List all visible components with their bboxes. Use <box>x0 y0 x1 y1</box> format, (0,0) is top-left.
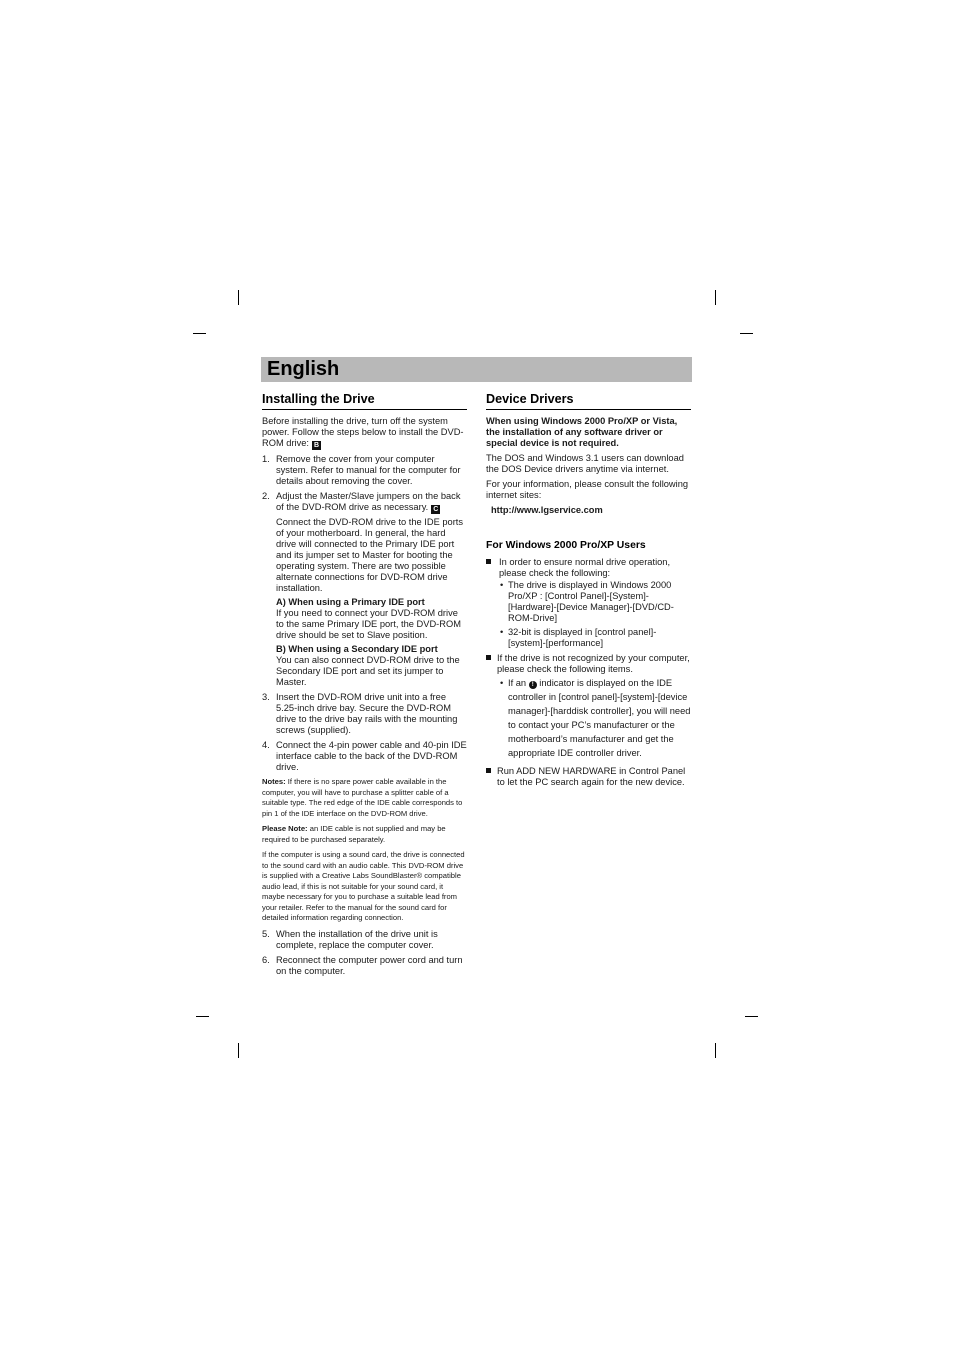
service-url-link[interactable]: http://www.lgservice.com <box>491 505 603 515</box>
figure-b-marker: B <box>313 442 320 449</box>
intro-paragraph: Before installing the drive, turn off the system power. Follow the steps below to install the DVD-ROM drive: B <box>262 416 464 449</box>
sound-card-note: If the computer is using a sound card, the drive is connected to the sound card with an audio cable. This DVD-ROM drive is supplied with a Creative Labs SoundBlaster® compatible audio lead, if this is not suitable for your sound card, it maybe necessary for you to purchase a suitable lead from your retailer. Refer to the manual for the sound card for detailed information regarding connection. <box>262 850 465 922</box>
step-1: 1. Remove the cover from your computer system. Refer to manual for the computer for details about removing the cover. <box>262 454 461 486</box>
exclamation-icon: ! <box>529 681 537 689</box>
crop-mark-top-right-horizontal <box>740 333 753 334</box>
crop-mark-top-right-vertical <box>715 290 716 305</box>
figure-c-marker: C <box>433 506 439 513</box>
sub-bullet-32bit: • 32-bit is displayed in [control panel]-[system]-[performance] <box>500 627 657 648</box>
square-bullet-icon <box>486 655 491 660</box>
step-6: 6. Reconnect the computer power cord and turn on the computer. <box>262 954 463 976</box>
sub-bullet-indicator: • If an ! indicator is displayed on the IDE controller in [control panel]-[system]-[device manager]-[harddisk controller], you will need to contact your PC’s manufacturer or the motherboard’s manufacturer and get the appropriate IDE controller driver. <box>500 678 691 758</box>
section-title-installing: Installing the Drive <box>262 392 467 410</box>
crop-mark-bottom-right-vertical <box>715 1043 716 1058</box>
language-title: English <box>267 358 340 380</box>
bullet-ensure-operation: In order to ensure normal drive operation, please check the following: • The drive is displayed in Windows 2000 Pro/XP : [Control Panel]-[System]-[Hardware]-[Device Manager]-[DVD/CD-ROM-Drive] • 32-bit is displayed in [control panel]-[system]-[performance] <box>486 557 691 649</box>
consult-paragraph: For your information, please consult the following internet sites: <box>486 479 689 500</box>
secondary-ide-option: B) When using a Secondary IDE port You can also connect DVD-ROM drive to the Secondary IDE port and set its jumper to Master. <box>276 644 460 687</box>
language-banner <box>261 357 692 382</box>
windows-intro: When using Windows 2000 Pro/XP or Vista, the installation of any software driver or special device is not required. <box>486 416 678 448</box>
crop-mark-bottom-left-vertical <box>238 1043 239 1058</box>
square-bullet-icon <box>486 768 491 773</box>
crop-mark-top-left-vertical <box>238 290 239 305</box>
device-drivers-section <box>486 392 691 792</box>
step-3: 3. Insert the DVD-ROM drive unit into a free 5.25-inch drive bay. Secure the DVD-ROM drive to the drive bay rails with the mounting screws (supplied). <box>262 692 458 735</box>
step-2-detail: Connect the DVD-ROM drive to the IDE ports of your motherboard. In general, the hard drive will connected to the Primary IDE port and its jumper set to Master for booting the operating system. There are two possible alternate connections for DVD-ROM drive installation. <box>276 517 464 593</box>
crop-mark-bottom-left-horizontal <box>196 1016 209 1017</box>
square-bullet-icon <box>486 559 491 564</box>
section-title-drivers: Device Drivers <box>486 392 691 410</box>
sub-bullet-drive-displayed: • The drive is displayed in Windows 2000 Pro/XP : [Control Panel]-[System]-[Hardware]-[Device Manager]-[DVD/CD-ROM-Drive] <box>500 580 674 623</box>
windows-users-subtitle: For Windows 2000 Pro/XP Users <box>486 540 646 551</box>
crop-mark-top-left-horizontal <box>193 333 206 334</box>
bullet-not-recognized: If the drive is not recognized by your computer, please check the following items. • If an ! indicator is displayed on the IDE controller in [control panel]-[system]-[device manager]-[harddisk controller], you will need to contact your PC’s manufacturer or the motherboard’s manufacturer and get the appropriate IDE controller driver. <box>486 653 691 760</box>
notes: Notes: If there is no spare power cable available in the computer, you will have to purchase a splitter cable of a suitable type. The red edge of the IDE cable corresponds to pin 1 of the IDE interface on the DVD-ROM drive. <box>262 777 463 818</box>
step-5: 5. When the installation of the drive unit is complete, replace the computer cover. <box>262 928 438 950</box>
please-note: Please Note: an IDE cable is not supplied and may be required to be purchased separately. <box>262 824 446 844</box>
installing-drive-section <box>262 392 467 981</box>
crop-mark-bottom-right-horizontal <box>745 1016 758 1017</box>
step-4: 4. Connect the 4-pin power cable and 40-pin IDE interface cable to the back of the DVD-ROM drive. <box>262 740 467 772</box>
bullet-add-hardware: Run ADD NEW HARDWARE in Control Panel to let the PC search again for the new device. <box>486 766 691 788</box>
dos-paragraph: The DOS and Windows 3.1 users can download the DOS Device drivers anytime via internet. <box>486 453 684 474</box>
step-2: 2. Adjust the Master/Slave jumpers on the back of the DVD-ROM drive as necessary. C Connect the DVD-ROM drive to the IDE ports of your motherboard. In general, the hard drive will connected to the Primary IDE port and its jumper set to Master for booting the operating system. There are two possible alternate connections for DVD-ROM drive installation. A) When using a Primary IDE port If you need to connect your DVD-ROM drive to the same Primary IDE port, the DVD-ROM drive should be set to Slave position. B) When using a Secondary IDE port You can also connect DVD-ROM drive to the Secondary IDE port and set its jumper to Master. <box>262 491 467 688</box>
primary-ide-option: A) When using a Primary IDE port If you need to connect your DVD-ROM drive to the same Primary IDE port, the DVD-ROM drive should be set to Slave position. <box>276 597 461 640</box>
